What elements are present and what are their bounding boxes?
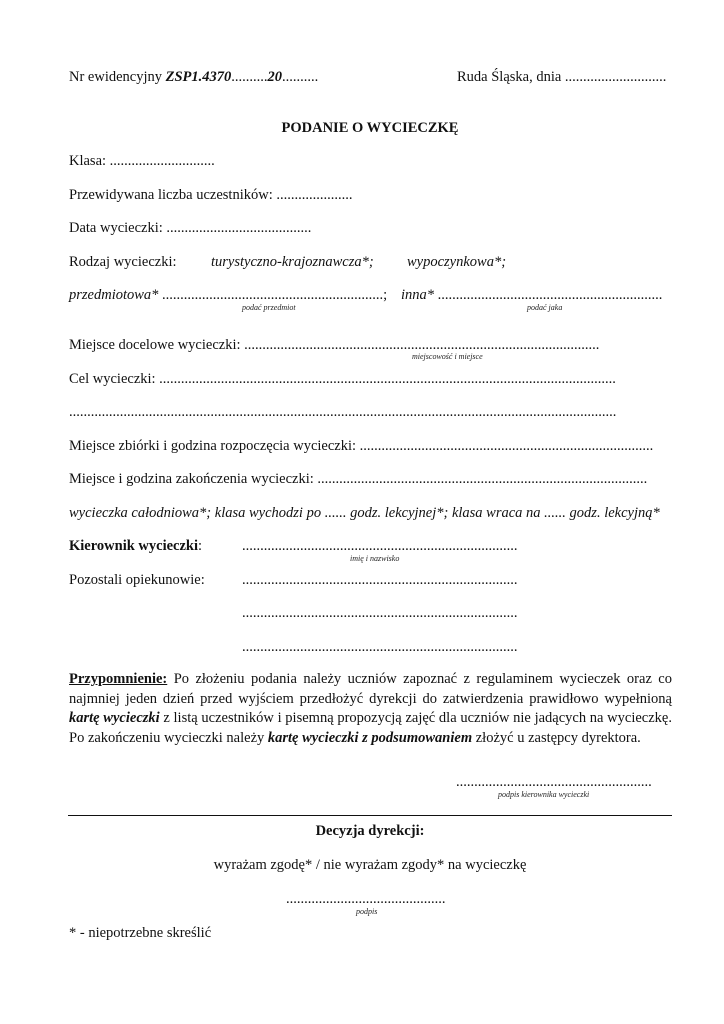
place-date[interactable]: Ruda Śląska, dnia ............................ xyxy=(457,69,667,85)
trip-duration-field[interactable]: wycieczka całodniowa*; klasa wychodzi po ...... godz. lekcyjnej*; klasa wraca na ...... godz. lekcyjną* xyxy=(69,505,660,521)
reminder-card-1: kartę wycieczki xyxy=(69,710,160,726)
director-signature-field[interactable]: ............................................ xyxy=(286,891,446,907)
end-place-field[interactable]: Miejsce i godzina zakończenia wycieczki: ........................................................................................... xyxy=(69,471,648,487)
gathering-place-field[interactable]: Miejsce zbiórki i godzina rozpoczęcia wycieczki: ................................................................................. xyxy=(69,438,654,454)
reminder-card-2: kartę wycieczki z podsumowaniem xyxy=(267,729,473,746)
reminder-paragraph xyxy=(69,670,672,748)
section-divider xyxy=(68,815,672,816)
other-supervisors-label: Pozostali opiekunowie: xyxy=(69,572,205,588)
trip-leader-colon: : xyxy=(198,538,203,554)
reminder-label: Przypomnienie: xyxy=(69,671,168,687)
registration-number-year: 20 xyxy=(267,69,283,85)
destination-field[interactable]: Miejsce docelowe wycieczki: .................................................................................................. xyxy=(69,337,600,353)
registration-number-label: Nr ewidencyjny xyxy=(69,69,163,85)
decision-title: Decyzja dyrekcji: xyxy=(315,823,425,839)
trip-type-option-leisure[interactable]: wypoczynkowa*; xyxy=(407,254,507,270)
subject-trip-dots[interactable]: .............................................................; xyxy=(162,287,388,303)
trip-type-option-tourist[interactable]: turystyczno-krajoznawcza*; xyxy=(211,254,374,270)
reminder-text-1: Po złożeniu podania należy uczniów zapoznać z regulaminem wycieczek oraz co najmniej jeden dzień przed wyjściem przedłożyć dyrekcji do zatwierdzenia prawidłowo wypełnioną xyxy=(69,671,672,707)
destination-hint: miejscowość i miejsce xyxy=(412,352,483,361)
other-supervisor-field-3[interactable]: ............................................................................ xyxy=(242,639,518,655)
subject-trip-row xyxy=(69,287,387,304)
trip-goal-field[interactable]: Cel wycieczki: .............................................................................................................................. xyxy=(69,371,616,387)
trip-type-label: Rodzaj wycieczki: xyxy=(69,254,177,270)
trip-leader-label-text: Kierownik wycieczki xyxy=(69,538,199,554)
leader-signature-hint: podpis kierownika wycieczki xyxy=(498,790,590,799)
footnote: * - niepotrzebne skreślić xyxy=(69,925,212,941)
trip-leader-label xyxy=(69,538,202,555)
registration-number-dots-2[interactable]: .......... xyxy=(282,69,319,85)
trip-date-field[interactable]: Data wycieczki: ........................................ xyxy=(69,220,312,236)
registration-number-dots-1[interactable]: .......... xyxy=(231,69,268,85)
participants-count-field[interactable]: Przewidywana liczba uczestników: ..................... xyxy=(69,187,353,203)
subject-trip-hint: podać przedmiot xyxy=(242,303,296,312)
subject-trip-label: przedmiotowa* xyxy=(69,287,159,303)
other-trip-dots[interactable]: .............................................................. xyxy=(437,287,663,303)
trip-leader-hint: imię i nazwisko xyxy=(350,554,400,563)
other-trip-hint: podać jaka xyxy=(527,303,563,312)
director-signature-hint: podpis xyxy=(356,907,378,916)
other-supervisor-field-1[interactable]: ............................................................................ xyxy=(242,572,518,588)
registration-number xyxy=(69,69,318,86)
other-trip-label: inna* xyxy=(401,287,435,303)
page-title: PODANIE O WYCIECZKĘ xyxy=(281,120,459,136)
reminder-text-2: z listą uczestników i pisemną propozycją zajęć dla uczniów nie jadących na wycieczkę. Po zakończeniu wycieczki należy xyxy=(69,710,672,746)
other-supervisor-field-2[interactable]: ............................................................................ xyxy=(242,605,518,621)
class-field[interactable]: Klasa: ............................. xyxy=(69,153,215,169)
other-trip-row xyxy=(401,287,662,304)
trip-goal-field-line-2[interactable]: ....................................................................................................................................................... xyxy=(69,404,617,420)
leader-signature-field[interactable]: ...................................................... xyxy=(456,774,652,790)
decision-text[interactable]: wyrażam zgodę* / nie wyrażam zgody* na wycieczkę xyxy=(213,857,527,873)
reminder-text-3: złożyć u zastępcy dyrektora. xyxy=(472,729,641,746)
registration-number-code: ZSP1.4370 xyxy=(165,69,232,85)
trip-leader-field[interactable]: ............................................................................ xyxy=(242,538,518,554)
